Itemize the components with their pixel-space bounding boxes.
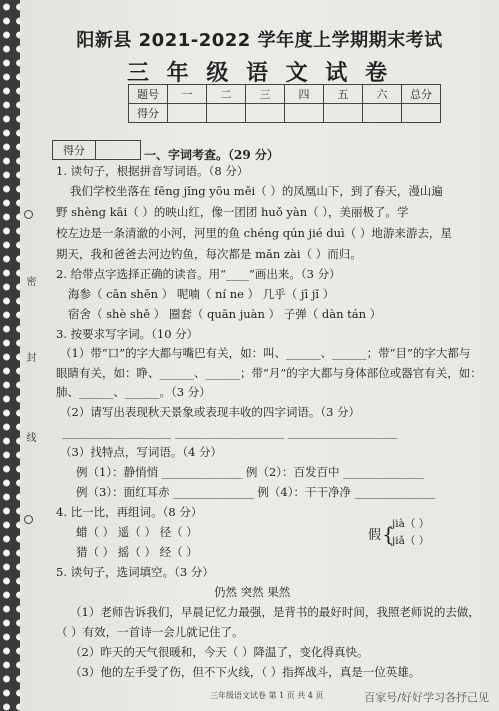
seal-char-feng: 封 xyxy=(24,352,35,362)
watermark: 百家号/好好学习各抒己见 xyxy=(364,691,489,704)
seal-char-xian: 线 xyxy=(24,432,35,442)
score-table-cell: 题号 xyxy=(129,85,168,104)
score-input-cell[interactable] xyxy=(324,104,363,123)
exam-paper xyxy=(20,0,499,711)
score-input-cell[interactable] xyxy=(402,104,441,123)
question-heading: 5. 读句子，选词填空。（3 分） xyxy=(56,565,214,579)
brace-icon: { xyxy=(382,522,395,546)
answer-lines[interactable]: ___________________ ___________________ ___________________ xyxy=(62,425,398,439)
question-text: （1）带“口”的字大都与嘴巴有关，如：叫、______、______；带“目”的字大都与 xyxy=(60,346,471,360)
binding-hole xyxy=(24,515,33,524)
word-choices: 仍然 突然 果然 xyxy=(214,585,291,599)
grade-box-input[interactable] xyxy=(96,141,141,160)
question-text: （3）他的左手受了伤，但不下火线，（ ）指挥战斗，真是一位英雄。 xyxy=(70,665,421,679)
question-text: 海参（ cān shēn ） 呢喃（ ní ne ） 几乎（ jī jǐ ） xyxy=(68,287,335,301)
question-text: 校左边是一条清澈的小河，河里的鱼 chéng qún jié duì（ ）地游来游去，星 xyxy=(56,226,452,240)
question-text: 眼睛有关，如：睁、______、______；带“月”的字大都与身体部位或器官有关，如： xyxy=(56,366,482,380)
score-table-header-row xyxy=(129,85,441,104)
score-input-cell[interactable] xyxy=(363,104,402,123)
question-text: （2）昨天的天气很暖和，今天（ ）降温了，变化得真快。 xyxy=(70,645,369,659)
question-text: jiǎ（ ） xyxy=(392,535,430,547)
score-table-cell: 得分 xyxy=(129,104,168,123)
question-text: 野 shèng kāi（ ）的映山红，像一团团 huǒ yàn（ ），美丽极了。学 xyxy=(56,205,409,219)
question-heading: 2. 给带点字选择正确的读音。用“____”画出来。（3 分） xyxy=(56,267,341,281)
exam-subtitle: 三 年 级 语 文 试 卷 xyxy=(127,60,392,86)
score-table-cell: 三 xyxy=(246,85,285,104)
question-text: 蜡（ ） 遥（ ） 径（ ） xyxy=(76,525,198,539)
question-text: （2）请写出表现秋天景象或表现丰收的四字词语。（3 分） xyxy=(60,405,361,419)
question-text: （ ）有效，一首诗一会儿就记住了。 xyxy=(56,625,244,639)
score-table xyxy=(128,84,441,123)
question-text: 肺、______、______。（3 分） xyxy=(56,385,211,399)
score-input-cell[interactable] xyxy=(168,104,207,123)
exam-title: 阳新县 2021-2022 学年度上学期期末考试 xyxy=(76,30,443,51)
score-table-cell: 四 xyxy=(285,85,324,104)
score-table-cell: 总分 xyxy=(402,85,441,104)
score-table-score-row xyxy=(129,104,441,123)
grade-box-label: 得分 xyxy=(53,141,96,160)
grade-box xyxy=(52,140,141,160)
section-heading: 一、字词考查。（29 分） xyxy=(144,148,279,162)
jia-char: 假 xyxy=(368,528,382,543)
score-input-cell[interactable] xyxy=(285,104,324,123)
question-text: jià（ ） xyxy=(392,518,430,530)
score-input-cell[interactable] xyxy=(246,104,285,123)
question-heading: 4. 比一比，再组词。（8 分） xyxy=(56,505,203,519)
page-footer: 三年级语文试卷 第 1 页 共 4 页 xyxy=(210,691,324,700)
question-text: 猎（ ） 摇（ ） 经（ ） xyxy=(76,545,198,559)
score-table-cell: 六 xyxy=(363,85,402,104)
question-text: 宿舍（ shè shě ） 圈套（ quān juàn ） 子弹（ dàn tán ） xyxy=(68,307,382,321)
score-input-cell[interactable] xyxy=(207,104,246,123)
score-table-cell: 五 xyxy=(324,85,363,104)
question-heading: 1. 读句子，根据拼音写词语。（8 分） xyxy=(56,164,249,178)
score-table-cell: 二 xyxy=(207,85,246,104)
seal-char-mi: 密 xyxy=(24,276,35,286)
question-heading: 3. 按要求写字词。（10 分） xyxy=(56,327,199,341)
question-text: （1）老师告诉我们，早晨记忆力最强，是背书的最好时间，我照老师说的去做， xyxy=(70,605,480,619)
score-table-cell: 一 xyxy=(168,85,207,104)
question-text: 例（3）：面红耳赤 ______________ 例（4）：干干净净 ______________ xyxy=(76,485,436,499)
question-text: （3）找特点，写词语。（4 分） xyxy=(60,445,223,459)
binding-hole xyxy=(24,210,33,219)
question-text: 期天，我和爸爸去河边钓鱼，每次都是 mǎn zài（ ）而归。 xyxy=(56,247,362,261)
question-text: 例（1）：静悄悄 ______________ 例（2）：百发百中 ______________ xyxy=(76,465,424,479)
question-text: 我们学校坐落在 fēng jǐng yōu měi（ ）的凤凰山下，到了春天，漫山遍 xyxy=(70,184,443,198)
